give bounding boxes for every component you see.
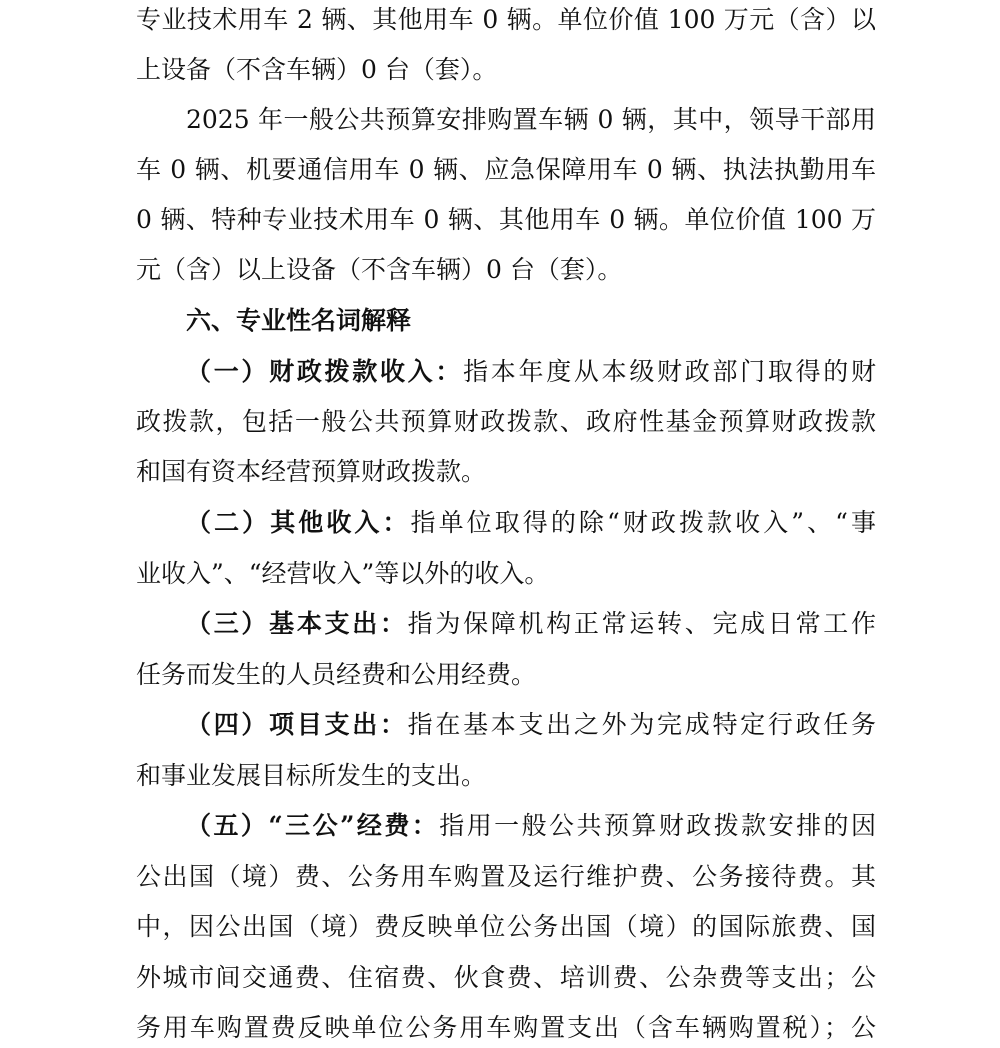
term-line-5 bbox=[136, 806, 876, 846]
section-heading bbox=[136, 301, 876, 341]
line-text: 六、专业性名词解释 bbox=[186, 306, 412, 335]
paragraph-line-9 bbox=[136, 554, 876, 594]
paragraph-line-8 bbox=[136, 452, 876, 492]
line-text: 专业技术用车 2 辆、其他用车 0 辆。单位价值 100 万元（含）以 bbox=[136, 5, 876, 34]
line-text: 务用车购置费反映单位公务用车购置支出（含车辆购置税）；公 bbox=[136, 1013, 876, 1042]
line-text: 0 辆、特种专业技术用车 0 辆、其他用车 0 辆。单位价值 100 万 bbox=[136, 205, 876, 234]
line-text: 中，因公出国（境）费反映单位公务出国（境）的国际旅费、国 bbox=[136, 912, 876, 941]
line-text: 上设备（不含车辆）0 台（套）。 bbox=[136, 55, 498, 84]
paragraph-line-7 bbox=[136, 402, 876, 442]
line-text: 指用一般公共预算财政拨款安排的因 bbox=[439, 811, 876, 840]
paragraph-line-3 bbox=[136, 100, 876, 140]
paragraph-line-15 bbox=[136, 1008, 876, 1048]
line-text: 2025 年一般公共预算安排购置车辆 0 辆，其中，领导干部用 bbox=[186, 105, 876, 134]
line-text: 指本年度从本级财政部门取得的财 bbox=[463, 357, 876, 386]
term-label: （五）“三公”经费： bbox=[186, 811, 440, 840]
term-line-2 bbox=[136, 503, 876, 543]
line-text: 公出国（境）费、公务用车购置及运行维护费、公务接待费。其 bbox=[136, 862, 876, 891]
paragraph-line-1 bbox=[136, 0, 876, 40]
paragraph-line-12 bbox=[136, 857, 876, 897]
term-label: （三）基本支出： bbox=[186, 609, 408, 638]
paragraph-line-2 bbox=[136, 50, 876, 90]
paragraph-line-14 bbox=[136, 958, 876, 998]
paragraph-line-4 bbox=[136, 150, 876, 190]
term-line-1 bbox=[136, 352, 876, 392]
line-text: 指为保障机构正常运转、完成日常工作 bbox=[407, 609, 876, 638]
paragraph-line-13 bbox=[136, 907, 876, 947]
line-text: 车 0 辆、机要通信用车 0 辆、应急保障用车 0 辆、执法执勤用车 bbox=[136, 155, 876, 184]
line-text: 和国有资本经营预算财政拨款。 bbox=[136, 457, 487, 486]
paragraph-line-10 bbox=[136, 655, 876, 695]
line-text: 和事业发展目标所发生的支出。 bbox=[136, 761, 487, 790]
line-text: 业收入”、“经营收入”等以外的收入。 bbox=[136, 559, 550, 588]
term-label: （四）项目支出： bbox=[186, 710, 408, 739]
paragraph-line-11 bbox=[136, 756, 876, 796]
term-label: （一）财政拨款收入： bbox=[186, 357, 464, 386]
term-label: （二）其他收入： bbox=[186, 508, 411, 537]
paragraph-line-6 bbox=[136, 250, 876, 290]
line-text: 外城市间交通费、住宿费、伙食费、培训费、公杂费等支出；公 bbox=[136, 963, 876, 992]
line-text: 任务而发生的人员经费和公用经费。 bbox=[136, 660, 537, 689]
line-text: 元（含）以上设备（不含车辆）0 台（套）。 bbox=[136, 255, 623, 284]
line-text: 政拨款，包括一般公共预算财政拨款、政府性基金预算财政拨款 bbox=[136, 407, 876, 436]
term-line-3 bbox=[136, 604, 876, 644]
term-line-4 bbox=[136, 705, 876, 745]
line-text: 指在基本支出之外为完成特定行政任务 bbox=[407, 710, 876, 739]
paragraph-line-5 bbox=[136, 200, 876, 240]
line-text: 指单位取得的除“财政拨款收入”、“事 bbox=[410, 508, 876, 537]
